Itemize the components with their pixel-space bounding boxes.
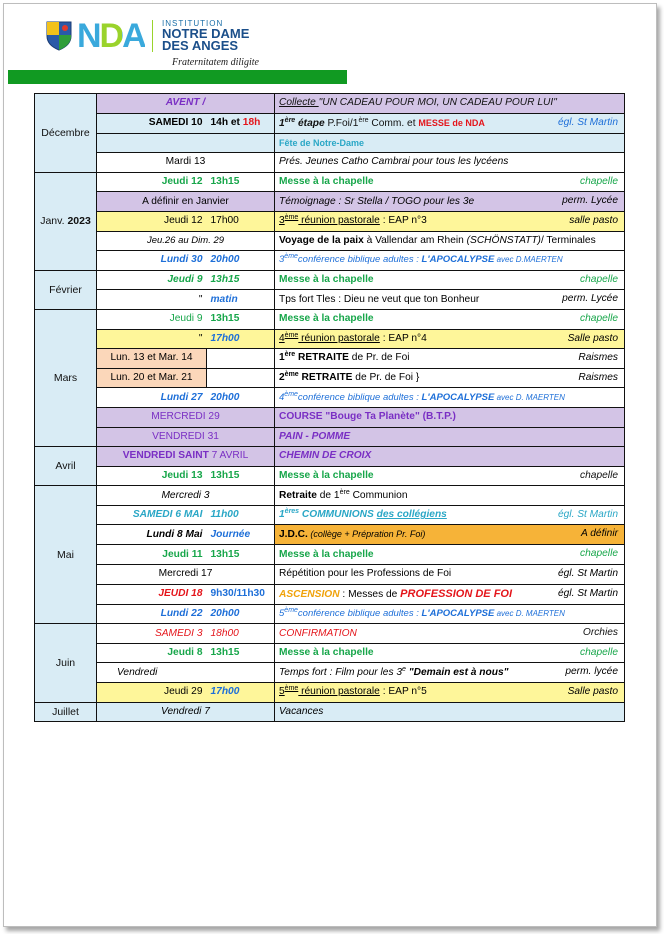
date-cell: Jeudi 11 <box>97 545 207 565</box>
date-cell: " <box>97 290 207 310</box>
event-cell: 2ème RETRAITE de Pr. de Foi } Raismes <box>275 368 625 388</box>
table-row <box>35 290 625 310</box>
time-cell: 13h15 <box>207 309 275 329</box>
event-cell: Tps fort Tles : Dieu ne veut que ton Bonheur perm. Lycée <box>275 290 625 310</box>
event-cell: 1ère étape P.Foi/1ère Comm. et MESSE de NDA égl. St Martin <box>275 113 625 133</box>
date-cell: Lundi 22 <box>97 604 207 624</box>
date-cell: Mercredi 3 <box>97 486 275 506</box>
table-row <box>35 604 625 624</box>
date-cell: " <box>97 329 207 349</box>
month-cell: Janv. 2023 <box>35 172 97 270</box>
table-row <box>35 683 625 703</box>
time-cell: 13h15 <box>207 643 275 663</box>
date-cell: Jeudi 9 <box>97 309 207 329</box>
date-cell: Lun. 13 et Mar. 14 <box>97 349 207 369</box>
time-cell: 20h00 <box>207 604 275 624</box>
table-row <box>35 447 625 467</box>
date-cell: Lun. 20 et Mar. 21 <box>97 368 207 388</box>
table-row <box>35 113 625 133</box>
table-row <box>35 584 625 604</box>
table-row <box>35 427 625 447</box>
event-cell: Messe à la chapelle chapelle <box>275 545 625 565</box>
event-cell: 5èmeconférence biblique adultes : L'APOCALYPSE avec D. MAERTEN <box>275 604 625 624</box>
table-row <box>35 505 625 525</box>
month-cell: Juillet <box>35 702 97 722</box>
date-cell: Vendredi 7 <box>97 702 275 722</box>
event-cell: 4ème réunion pastorale : EAP n°4 Salle pasto <box>275 329 625 349</box>
logo-institution: INSTITUTION <box>162 19 224 28</box>
logo-name: NOTRE DAME DES ANGES <box>162 26 250 53</box>
table-row <box>35 643 625 663</box>
table-row <box>35 133 625 153</box>
table-row <box>35 545 625 565</box>
date-cell: Lundi 30 <box>97 251 207 271</box>
month-cell: Décembre <box>35 94 97 173</box>
date-cell: Jeudi 12 <box>97 172 207 192</box>
table-row <box>35 251 625 271</box>
date-cell: Jeudi 9 <box>97 270 207 290</box>
table-row <box>35 231 625 251</box>
calendar-table <box>34 93 625 722</box>
time-cell: 11h00 <box>207 505 275 525</box>
table-row <box>35 309 625 329</box>
event-cell: CONFIRMATION Orchies <box>275 624 625 644</box>
date-cell: VENDREDI SAINT 7 AVRIL <box>97 447 275 467</box>
time-cell <box>207 368 275 388</box>
date-cell: Lundi 8 Mai <box>97 525 207 545</box>
date-cell: JEUDI 18 <box>97 584 207 604</box>
table-row <box>35 153 625 173</box>
time-cell: 17h00 <box>207 329 275 349</box>
event-cell: Messe à la chapelle chapelle <box>275 643 625 663</box>
time-cell: 18h00 <box>207 624 275 644</box>
date-cell: A définir en Janvier <box>97 192 275 212</box>
event-cell: Collecte "UN CADEAU POUR MOI, UN CADEAU POUR LUI" <box>275 94 625 114</box>
date-cell: Jeudi 8 <box>97 643 207 663</box>
date-cell <box>97 133 275 153</box>
date-cell: SAMEDI 6 MAI <box>97 505 207 525</box>
date-cell: Mardi 13 <box>97 153 275 173</box>
event-cell: 4èmeconférence biblique adultes : L'APOCALYPSE avec D. MAERTEN <box>275 388 625 408</box>
event-cell: Vacances <box>275 702 625 722</box>
green-banner <box>8 70 347 84</box>
event-cell: PAIN - POMME <box>275 427 625 447</box>
event-cell: 1ères COMMUNIONS des collégiens égl. St Martin <box>275 505 625 525</box>
table-row <box>35 94 625 114</box>
time-cell: matin <box>207 290 275 310</box>
table-row <box>35 624 625 644</box>
month-cell: Mai <box>35 486 97 624</box>
date-cell: Jeudi 12 <box>97 211 207 231</box>
time-cell: 14h et 18h <box>207 113 275 133</box>
date-cell: Vendredi <box>97 663 275 683</box>
table-row <box>35 486 625 506</box>
event-cell: ASCENSION : Messes de PROFESSION DE FOI égl. St Martin <box>275 584 625 604</box>
event-cell: Messe à la chapelle chapelle <box>275 309 625 329</box>
time-cell: 17h00 <box>207 211 275 231</box>
date-cell: VENDREDI 31 <box>97 427 275 447</box>
time-cell: 13h15 <box>207 270 275 290</box>
event-cell: Fête de Notre-Dame <box>275 133 625 153</box>
time-cell: Journée <box>207 525 275 545</box>
event-cell: 1ère RETRAITE de Pr. de Foi Raismes <box>275 349 625 369</box>
event-cell: Retraite de 1ère Communion <box>275 486 625 506</box>
logo-nda: NDA <box>77 17 145 55</box>
event-cell: Témoignage : Sr Stella / TOGO pour les 3e perm. Lycée <box>275 192 625 212</box>
table-row <box>35 702 625 722</box>
date-cell: Jeudi 13 <box>97 466 207 486</box>
time-cell <box>207 349 275 369</box>
logo-divider <box>152 20 153 52</box>
table-row <box>35 329 625 349</box>
table-row <box>35 270 625 290</box>
event-cell: 3ème réunion pastorale : EAP n°3 salle pasto <box>275 211 625 231</box>
event-cell: J.D.C. (collège + Prépration Pr. Foi) A définir <box>275 525 625 545</box>
time-cell: 17h00 <box>207 683 275 703</box>
shield-icon <box>46 21 72 51</box>
date-cell: Mercredi 17 <box>97 565 275 585</box>
date-cell: SAMEDI 10 <box>97 113 207 133</box>
date-cell: Lundi 27 <box>97 388 207 408</box>
table-row <box>35 525 625 545</box>
table-row <box>35 388 625 408</box>
event-cell: Temps fort : Film pour les 3e "Demain est à nous" perm. lycée <box>275 663 625 683</box>
time-cell: 9h30/11h30 <box>207 584 275 604</box>
time-cell: 13h15 <box>207 545 275 565</box>
time-cell: 13h15 <box>207 172 275 192</box>
event-cell: 3èmeconférence biblique adultes : L'APOCALYPSE avec D.MAERTEN <box>275 251 625 271</box>
time-cell: 20h00 <box>207 251 275 271</box>
event-cell: Messe à la chapelle chapelle <box>275 270 625 290</box>
date-cell: Jeu.26 au Dim. 29 <box>97 231 275 251</box>
table-row <box>35 565 625 585</box>
event-cell: Répétition pour les Professions de Foi égl. St Martin <box>275 565 625 585</box>
table-row <box>35 663 625 683</box>
table-row <box>35 211 625 231</box>
date-cell: AVENT / <box>97 94 275 114</box>
time-cell: 13h15 <box>207 466 275 486</box>
event-cell: CHEMIN DE CROIX <box>275 447 625 467</box>
event-cell: COURSE "Bouge Ta Planète" (B.T.P.) <box>275 407 625 427</box>
time-cell: 20h00 <box>207 388 275 408</box>
table-row <box>35 349 625 369</box>
table-row <box>35 368 625 388</box>
date-cell: SAMEDI 3 <box>97 624 207 644</box>
table-row <box>35 466 625 486</box>
month-cell: Avril <box>35 447 97 486</box>
month-cell: Février <box>35 270 97 309</box>
motto: Fraternitatem diligite <box>172 57 259 68</box>
date-cell: MERCREDI 29 <box>97 407 275 427</box>
date-cell: Jeudi 29 <box>97 683 207 703</box>
table-row <box>35 192 625 212</box>
event-cell: Messe à la chapelle chapelle <box>275 466 625 486</box>
table-row <box>35 172 625 192</box>
month-cell: Mars <box>35 309 97 446</box>
event-cell: Prés. Jeunes Catho Cambrai pour tous les lycéens <box>275 153 625 173</box>
event-cell: Messe à la chapelle chapelle <box>275 172 625 192</box>
event-cell: 5ème réunion pastorale : EAP n°5 Salle pasto <box>275 683 625 703</box>
event-cell: Voyage de la paix à Vallendar am Rhein (SCHÖNSTATT)/ Terminales <box>275 231 625 251</box>
month-cell: Juin <box>35 624 97 702</box>
table-row <box>35 407 625 427</box>
